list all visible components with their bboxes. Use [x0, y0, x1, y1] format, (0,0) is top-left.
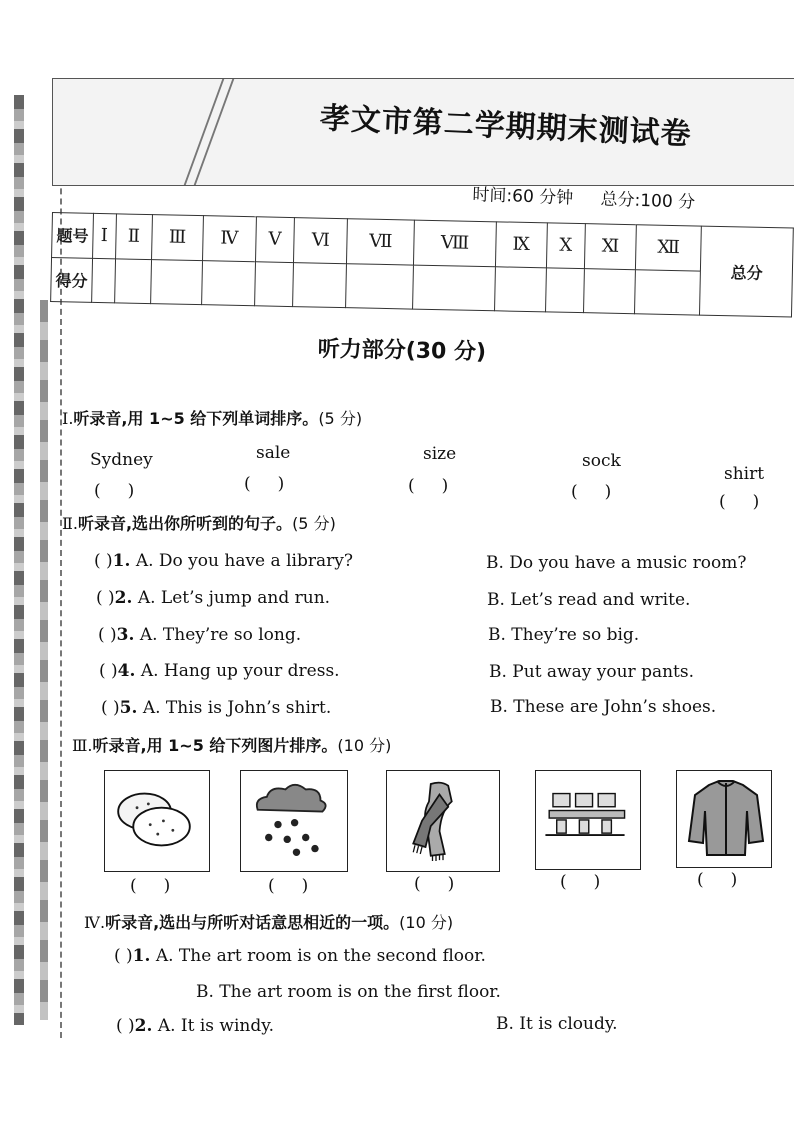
option-b: B. The art room is on the first floor. — [196, 982, 501, 1002]
score-cell[interactable] — [635, 269, 701, 315]
choice-item — [99, 661, 340, 681]
word-option: size — [423, 444, 457, 464]
question-instruction: 听录音,用 1~5 给下列图片排序。 — [92, 736, 338, 755]
item-number: 4. — [117, 661, 136, 681]
title-banner — [52, 78, 794, 186]
potato-icon — [105, 771, 203, 867]
choice-item — [101, 698, 331, 718]
section-title: 听力部分(30 分) — [317, 336, 487, 365]
answer-blank[interactable]: ( ) — [408, 476, 449, 496]
column-header: Ⅴ — [255, 217, 295, 262]
column-header: Ⅳ — [203, 216, 257, 262]
computer-icon — [536, 771, 634, 867]
question-instruction: 听录音,选出与所听对话意思相近的一项。 — [105, 913, 400, 932]
answer-blank[interactable]: ( ) — [560, 872, 601, 892]
option-a: A. This is John’s shirt. — [142, 698, 332, 718]
option-b: B. Do you have a music room? — [486, 553, 747, 573]
answer-blank[interactable]: ( ) — [268, 876, 309, 896]
answer-blank[interactable]: ( ) — [116, 1016, 135, 1036]
option-a: A. Do you have a library? — [135, 551, 353, 571]
question-number: Ⅲ. — [72, 736, 93, 755]
question-number: Ⅰ. — [62, 409, 74, 428]
word-option: Sydney — [90, 450, 153, 470]
word-option: sock — [582, 451, 621, 471]
answer-blank[interactable]: ( ) — [96, 588, 115, 608]
choice-item — [114, 946, 486, 966]
jacket-icon — [677, 771, 775, 867]
option-b: B. Let’s read and write. — [487, 590, 691, 610]
answer-blank[interactable]: ( ) — [414, 874, 455, 894]
column-header: Ⅲ — [152, 215, 204, 261]
option-b: B. Put away your pants. — [489, 662, 694, 682]
answer-blank[interactable]: ( ) — [244, 474, 285, 494]
scarf-picture — [386, 770, 500, 872]
item-number: 3. — [116, 625, 135, 645]
word-option: shirt — [724, 464, 765, 484]
choice-item — [116, 1016, 274, 1036]
item-number: 1. — [112, 551, 131, 571]
score-cell[interactable] — [114, 258, 152, 303]
answer-blank[interactable]: ( ) — [719, 492, 760, 512]
item-number: 2. — [134, 1016, 153, 1036]
question-instruction: 听录音,用 1~5 给下列单词排序。 — [73, 409, 319, 428]
option-b: B. They’re so big. — [488, 625, 640, 645]
column-header: Ⅵ — [294, 218, 348, 264]
column-header: Ⅺ — [584, 224, 636, 270]
snow-cloud-picture — [240, 770, 348, 872]
option-a: A. Let’s jump and run. — [137, 588, 331, 608]
banner-decoration — [194, 79, 235, 185]
question-score: (10 分) — [399, 913, 454, 932]
score-cell[interactable] — [254, 261, 294, 306]
option-a: A. Hang up your dress. — [140, 661, 340, 681]
column-header: Ⅱ — [115, 214, 153, 259]
answer-blank[interactable]: ( ) — [94, 481, 135, 501]
computers-picture — [535, 770, 641, 870]
column-header: Ⅸ — [495, 222, 547, 268]
score-cell[interactable] — [202, 260, 256, 306]
option-a: A. The art room is on the second floor. — [155, 946, 486, 966]
column-header: Ⅹ — [546, 223, 585, 268]
question-score: (5 分) — [292, 514, 336, 533]
score-cell[interactable] — [494, 266, 546, 312]
choice-item — [96, 588, 330, 608]
question-1-heading — [62, 406, 362, 429]
column-header: Ⅶ — [347, 219, 415, 265]
question-score: (10 分) — [337, 736, 392, 755]
option-a: A. It is windy. — [157, 1016, 274, 1036]
answer-blank[interactable]: ( ) — [697, 870, 738, 890]
binding-stripe — [14, 95, 24, 1025]
score-table — [50, 212, 794, 318]
option-b: B. These are John’s shoes. — [490, 697, 717, 717]
option-b: B. It is cloudy. — [496, 1014, 618, 1034]
question-instruction: 听录音,选出你所听到的句子。 — [77, 514, 293, 533]
question-number: Ⅱ. — [62, 514, 78, 533]
answer-blank[interactable]: ( ) — [130, 876, 171, 896]
answer-blank[interactable]: ( ) — [101, 698, 120, 718]
banner-decoration — [184, 79, 225, 185]
item-number: 2. — [114, 588, 133, 608]
question-number: Ⅳ. — [84, 913, 106, 932]
answer-blank[interactable]: ( ) — [99, 661, 118, 681]
item-number: 5. — [119, 698, 138, 718]
question-3-heading — [72, 733, 391, 756]
total-score: 总分:100 分 — [600, 189, 696, 213]
option-a: A. They’re so long. — [139, 625, 302, 645]
choice-item — [98, 625, 301, 645]
total-header: 总分 — [700, 226, 793, 317]
score-cell[interactable] — [92, 258, 115, 303]
score-cell[interactable] — [346, 263, 414, 309]
score-cell[interactable] — [545, 267, 584, 312]
row-label: 得分 — [51, 257, 93, 302]
row-label: 题号 — [52, 213, 94, 258]
question-4-heading — [84, 910, 453, 933]
column-header: Ⅻ — [636, 225, 702, 271]
scarf-icon — [387, 771, 485, 867]
jacket-picture — [676, 770, 772, 868]
item-number: 1. — [132, 946, 151, 966]
answer-blank[interactable]: ( ) — [571, 482, 612, 502]
column-header: Ⅷ — [414, 220, 496, 266]
answer-blank[interactable]: ( ) — [114, 946, 133, 966]
binding-stripe-inner — [40, 300, 48, 1020]
answer-blank[interactable]: ( ) — [98, 625, 117, 645]
question-score: (5 分) — [318, 409, 363, 428]
choice-item — [94, 551, 353, 571]
snow-icon — [241, 771, 339, 867]
potatoes-picture — [104, 770, 210, 872]
column-header: Ⅰ — [93, 213, 116, 258]
answer-blank[interactable]: ( ) — [94, 551, 113, 571]
score-cell[interactable] — [151, 259, 203, 305]
score-cell[interactable] — [584, 268, 636, 314]
exam-title: 孝文市第二学期期末测试卷 — [319, 100, 693, 153]
time-limit: 时间:60 分钟 — [472, 184, 574, 209]
score-cell[interactable] — [293, 262, 347, 308]
question-2-heading — [62, 511, 336, 534]
word-option: sale — [256, 443, 291, 463]
score-cell[interactable] — [413, 265, 495, 311]
